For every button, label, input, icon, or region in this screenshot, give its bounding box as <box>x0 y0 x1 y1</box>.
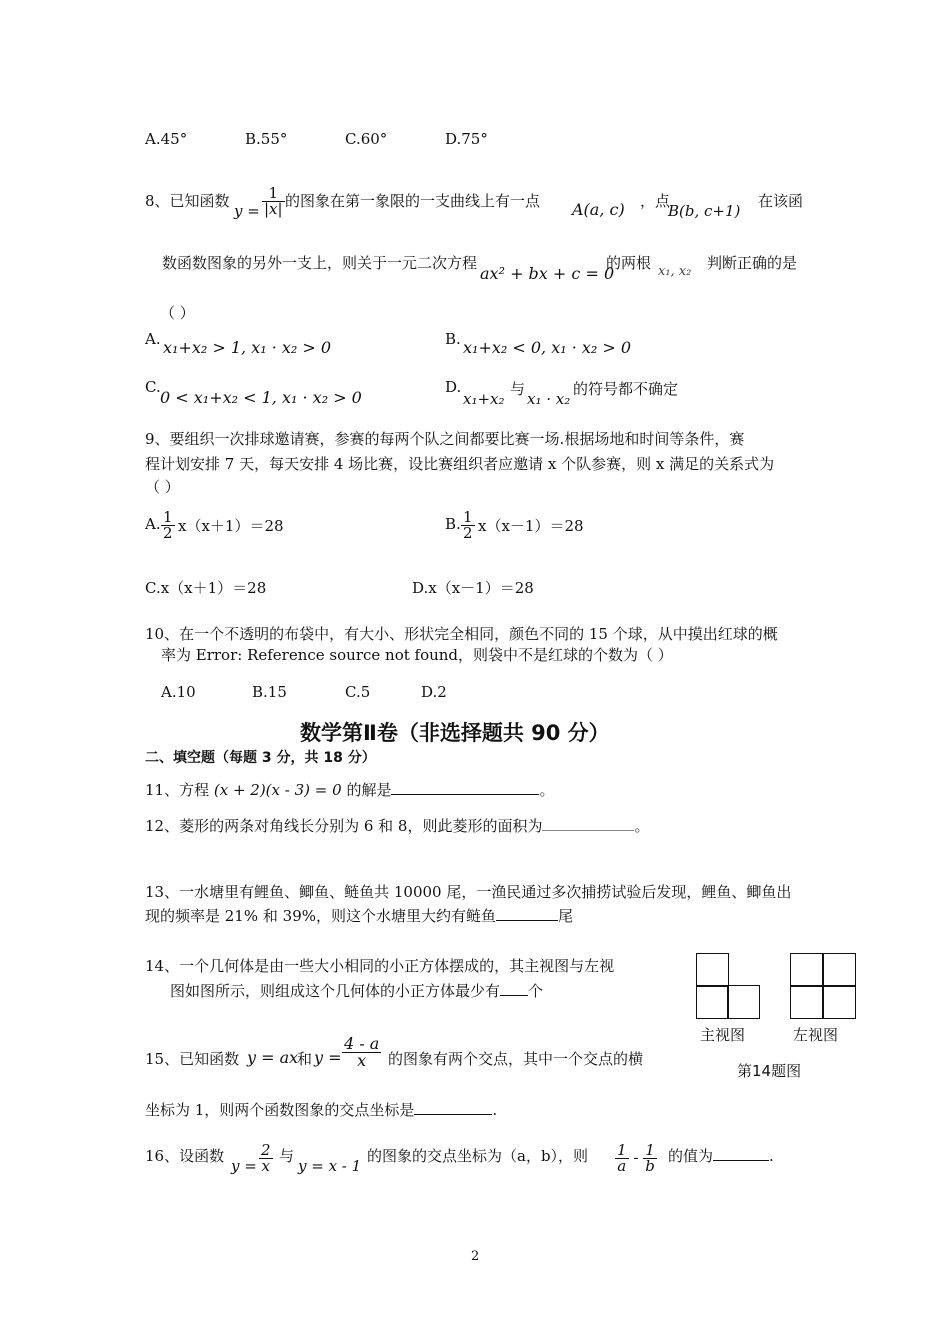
q8-text-d: 在该函 <box>758 192 804 210</box>
part2-heading: 二、填空题（每题 3 分，共 18 分） <box>145 750 376 766</box>
q15-func2-frac <box>342 1036 381 1069</box>
q16-func2: y = x - 1 <box>298 1157 362 1175</box>
q8-paren: （ ） <box>160 304 195 322</box>
front-view-figure <box>696 953 762 1019</box>
q9-optB-label: B. <box>445 515 461 533</box>
q15-line2 <box>145 1099 497 1120</box>
q14-answer-blank[interactable] <box>500 995 528 996</box>
q15-prefix: 15、已知函数 <box>145 1050 240 1068</box>
q8-optC: 0 < x₁+x₂ < 1, x₁ · x₂ > 0 <box>160 388 362 407</box>
q11-suffix: 的解是 <box>346 781 392 799</box>
q16-answer-blank[interactable] <box>713 1160 769 1161</box>
q16-func1-den: x <box>261 1157 270 1175</box>
section-title: 数学第Ⅱ卷（非选择题共 90 分） <box>300 721 610 745</box>
q9-optA-num: 1 <box>163 508 173 526</box>
q15-suffix: 的图象有两个交点，其中一个交点的横 <box>388 1050 644 1068</box>
q16-with: 与 <box>279 1147 295 1165</box>
q16-suffix-line <box>668 1145 774 1166</box>
q8-func-y: y = <box>234 202 260 220</box>
q14-line2-text: 图如图所示，则组成这个几何体的小正方体最少有 <box>170 982 501 1000</box>
q8-text-line2c: 判断正确的是 <box>707 254 798 272</box>
q16-expr <box>615 1143 657 1174</box>
q15-func2-den: x <box>357 1051 367 1070</box>
q9-optD: D.x（x－1）＝28 <box>412 579 534 597</box>
left-view-figure <box>790 953 856 1019</box>
q16-expr-num1: 1 <box>617 1141 627 1159</box>
q8-text-line2b: 的两根 <box>606 254 652 272</box>
q9-optB-frac <box>461 510 475 541</box>
q7-option-d: D.75° <box>445 130 488 148</box>
q9-line1: 9、要组织一次排球邀请赛，参赛的每两个队之间都要比赛一场.根据场地和时间等条件，赛 <box>145 430 745 448</box>
q16-prefix: 16、设函数 <box>145 1147 225 1165</box>
q12-end: 。 <box>634 817 650 835</box>
q15-func2-lhs: y = <box>314 1048 342 1067</box>
q7-option-b: B.55° <box>245 130 288 148</box>
q11-line <box>145 779 554 800</box>
q11-end: 。 <box>539 781 555 799</box>
q8-text-b: 的图象在第一象限的一支曲线上有一点 <box>285 192 541 210</box>
q10-option-d: D.2 <box>421 683 447 701</box>
q15-and: 和 <box>297 1050 313 1068</box>
q12-line <box>145 815 650 836</box>
q11-prefix: 11、方程 <box>145 781 210 799</box>
q16-expr-num2: 1 <box>643 1143 657 1159</box>
q8-point-a: A(a, c) <box>572 200 625 219</box>
q8-optB-label: B. <box>445 330 461 348</box>
q11-equation: (x + 2)(x - 3) = 0 <box>213 781 342 799</box>
left-view-label: 左视图 <box>793 1026 839 1044</box>
q10-line2: 率为 Error: Reference source not found，则袋中不是红球的个数为（ ） <box>161 646 673 664</box>
q10-option-c: C.5 <box>345 683 371 701</box>
q16-suffix: 的值为 <box>668 1147 714 1165</box>
q8-func-frac <box>262 186 285 217</box>
q8-text-c: ，点 <box>640 192 671 210</box>
q15-line2-text: 坐标为 1，则两个函数图象的交点坐标是 <box>145 1101 415 1119</box>
q8-line1 <box>145 190 230 211</box>
q9-optB-expr: x（x－1）＝28 <box>478 517 584 535</box>
q8-roots: x₁, x₂ <box>658 264 692 279</box>
q16-func1-frac <box>259 1143 273 1174</box>
page-number: 2 <box>471 1249 480 1264</box>
q12-text: 12、菱形的两条对角线长分别为 6 和 8，则此菱形的面积为 <box>145 817 543 835</box>
q16-func1-num: 2 <box>261 1141 271 1159</box>
q14-line1: 14、一个几何体是由一些大小相同的小正方体摆成的，其主视图与左视 <box>145 957 615 975</box>
q8-optC-label: C. <box>145 378 161 396</box>
q8-optD-d: 的符号都不确定 <box>573 380 679 398</box>
q8-optD-a: x₁+x₂ <box>463 390 505 408</box>
q8-point-b: B(b, c+1) <box>668 202 741 220</box>
q15-line2-end: . <box>492 1101 498 1119</box>
q9-optA-frac <box>161 510 175 541</box>
q12-answer-blank[interactable] <box>542 830 634 831</box>
q8-equation: ax² + bx + c = 0 <box>480 264 615 283</box>
q9-optC: C.x（x＋1）＝28 <box>145 579 267 597</box>
q13-line2-text: 现的频率是 21% 和 39%，则这个水塘里大约有鲢鱼 <box>145 907 496 925</box>
q13-line2 <box>145 905 573 926</box>
q15-answer-blank[interactable] <box>414 1114 492 1115</box>
q9-line2: 程计划安排 7 天，每天安排 4 场比赛，设比赛组织者应邀请 x 个队参赛，则 x 满足的关系式为 <box>145 455 775 473</box>
q8-func-num: 1 <box>262 186 285 202</box>
q11-answer-blank[interactable] <box>391 794 539 795</box>
q8-text-a: 已知函数 <box>169 192 230 210</box>
q16-end: . <box>769 1147 774 1165</box>
front-view-label: 主视图 <box>700 1026 746 1044</box>
figure-caption: 第14题图 <box>737 1062 802 1080</box>
q14-line2 <box>170 980 543 1001</box>
q13-line1: 13、一水塘里有鲤鱼、鲫鱼、鲢鱼共 10000 尾，一渔民通过多次捕捞试验后发现，鲤鱼、鲫鱼出 <box>145 883 792 901</box>
q15-func1: y = ax <box>247 1048 299 1067</box>
q9-line3: （ ） <box>145 478 180 496</box>
q16-mid: 的图象的交点坐标为（a，b），则 <box>367 1147 589 1165</box>
q15-func2-num: 4 - a <box>344 1034 380 1053</box>
q7-option-c: C.60° <box>345 130 388 148</box>
q8-optA: x₁+x₂ > 1, x₁ · x₂ > 0 <box>163 338 332 357</box>
q7-option-a: A.45° <box>145 130 188 148</box>
q8-optD-label: D. <box>445 378 462 396</box>
q9-optB-den: 2 <box>463 524 473 542</box>
q13-answer-blank[interactable] <box>496 920 558 921</box>
q8-text-line2a: 数函数图象的另外一支上，则关于一元二次方程 <box>162 254 478 272</box>
q9-optA-label: A. <box>145 515 161 533</box>
q8-optB: x₁+x₂ < 0, x₁ · x₂ > 0 <box>463 338 632 357</box>
q13-line2-end: 尾 <box>558 907 574 925</box>
q10-option-b: B.15 <box>252 683 287 701</box>
q8-optD-b: 与 <box>510 380 526 398</box>
q16-expr-den2: b <box>645 1157 655 1175</box>
q8-number: 8、 <box>145 192 170 210</box>
q10-option-a: A.10 <box>161 683 196 701</box>
q14-line2-end: 个 <box>528 982 544 1000</box>
q9-optA-den: 2 <box>163 524 173 542</box>
q8-optA-label: A. <box>145 330 161 348</box>
q16-func1-lhs: y = <box>231 1157 257 1175</box>
q16-expr-den1: a <box>617 1157 627 1175</box>
q8-optD-c: x₁ · x₂ <box>527 390 571 408</box>
q9-optB-num: 1 <box>463 508 473 526</box>
q8-func-den: |x| <box>264 200 283 218</box>
q9-optA-expr: x（x＋1）＝28 <box>178 517 284 535</box>
q16-expr-minus: - <box>633 1148 639 1167</box>
q10-line1: 10、在一个不透明的布袋中，有大小、形状完全相同，颜色不同的 15 个球，从中摸出红球的概 <box>145 625 778 643</box>
